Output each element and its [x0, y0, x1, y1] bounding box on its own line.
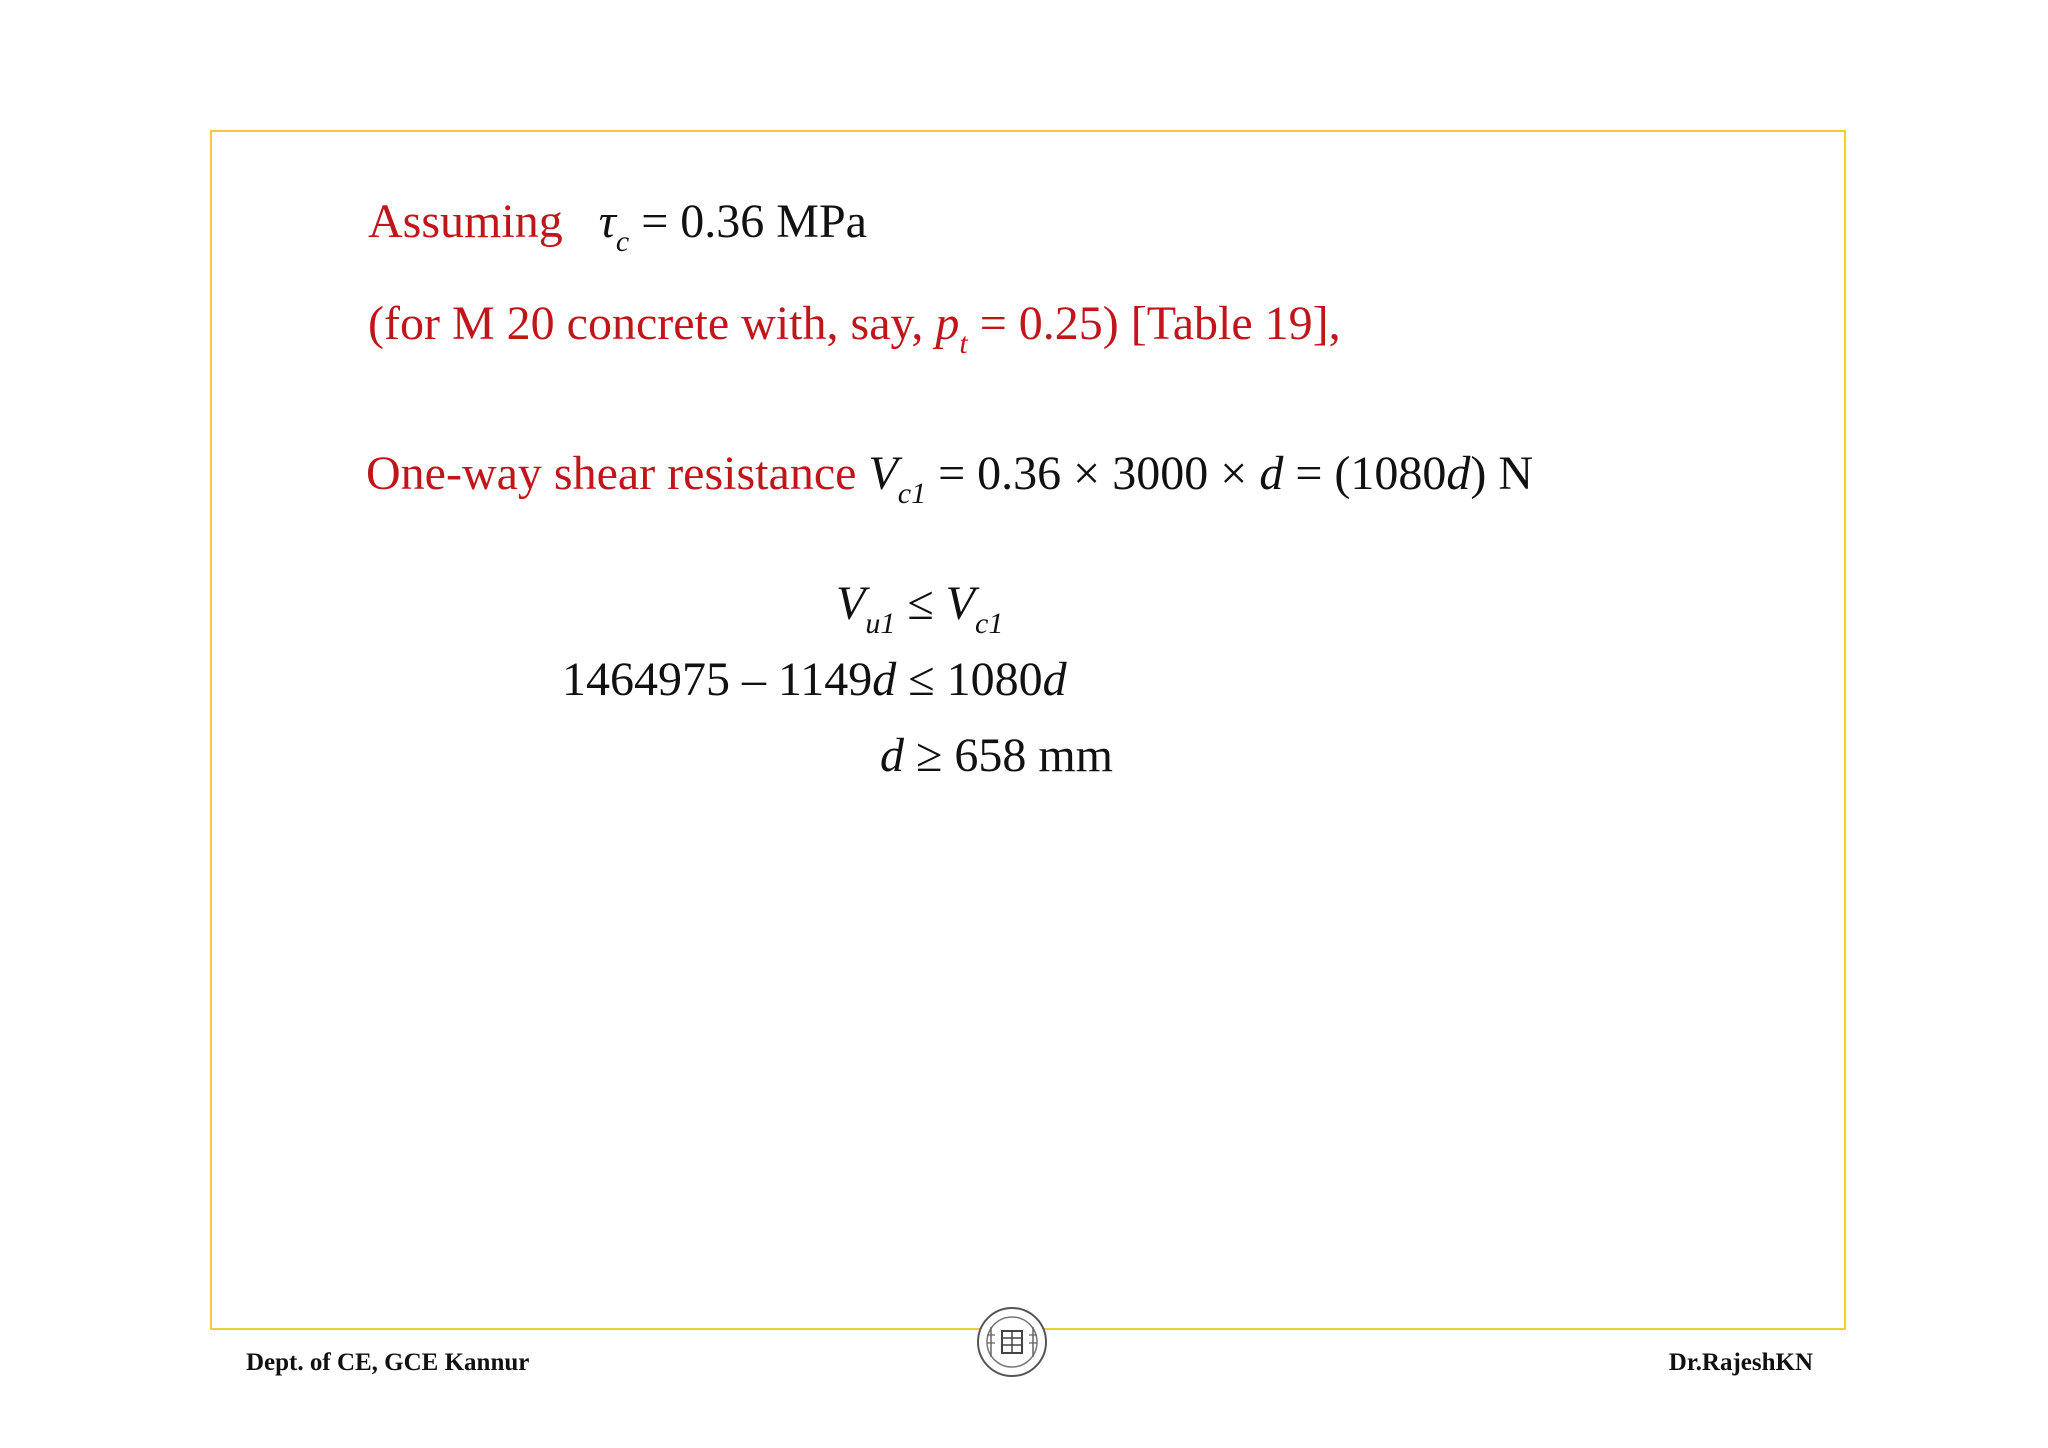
footer-author: Dr.RajeshKN	[1668, 1349, 1813, 1376]
college-logo-icon	[975, 1305, 1049, 1379]
tau-value: = 0.36 MPa	[641, 195, 867, 248]
concrete-grade-line	[368, 297, 1341, 360]
inequality-vu1-vc1: $V_{u1} \le V_{c1}$	[836, 577, 1004, 640]
shear-resistance-label: One-way shear resistance	[366, 447, 857, 500]
footer-department: Dept. of CE, GCE Kannur	[246, 1349, 530, 1376]
inequality-expanded: 1464975 – 1149d ≤ 1080d	[562, 653, 1067, 706]
assumption-line	[368, 195, 867, 258]
concrete-grade-text: (for M 20 concrete with, say,	[368, 297, 924, 350]
vc1-symbol: $V_{c1}$	[868, 447, 927, 510]
shear-resistance-line	[366, 447, 1534, 510]
assuming-label: Assuming	[368, 195, 563, 248]
tau-symbol: $\tau_c$	[598, 195, 630, 258]
pt-symbol: $p_t$	[935, 297, 968, 360]
shear-expression: = 0.36 × 3000 × d = (1080d) N	[938, 447, 1534, 500]
depth-result: d ≥ 658 mm	[880, 729, 1114, 782]
pt-value: = 0.25) [Table 19],	[979, 297, 1341, 350]
